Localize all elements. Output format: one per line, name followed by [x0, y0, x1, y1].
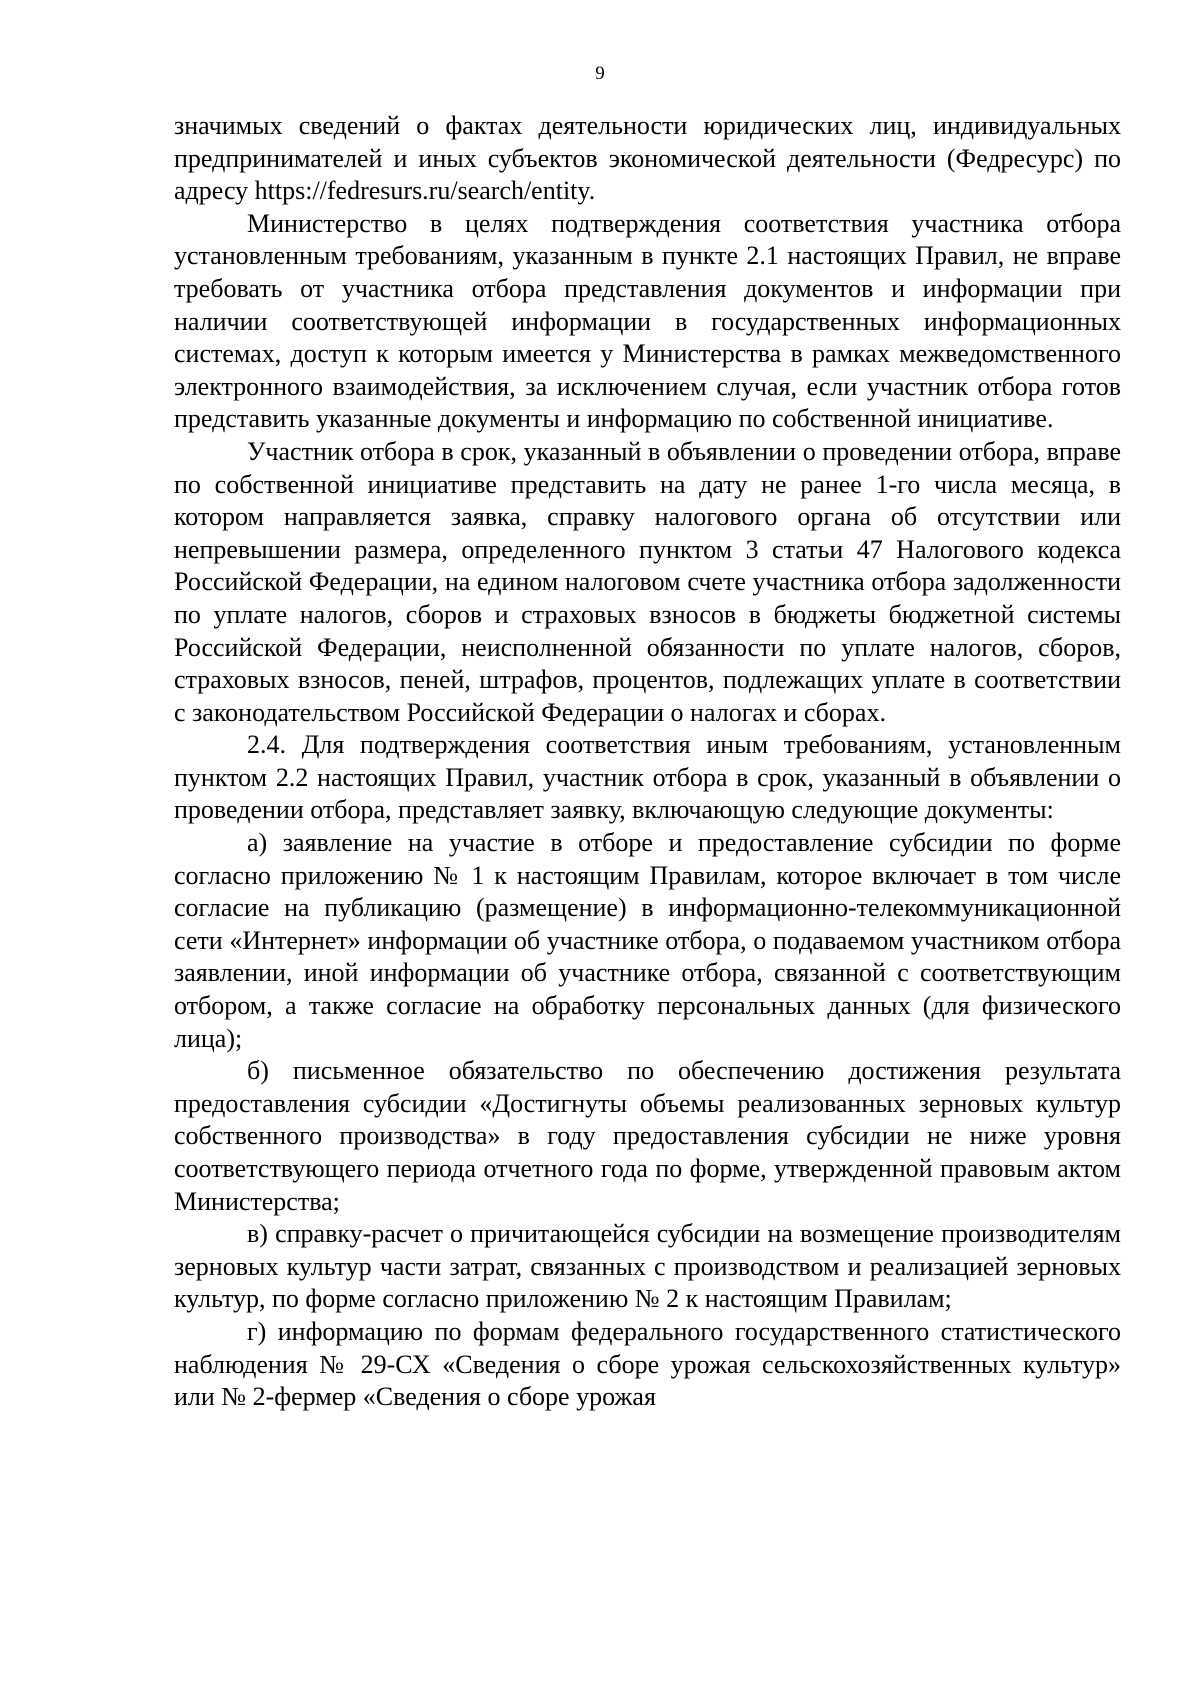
document-body	[174, 110, 1121, 1414]
list-item-a: а) заявление на участие в отборе и предоставление субсидии по форме согласно приложению № 1 к настоящим Правилам, которое включает в том числе согласие на публикацию (размещение) в информационно-телекоммуникационной сети «Интернет» информации об участнике отбора, о подаваемом участником отбора заявлении, иной информации об участнике отбора, связанной с соответствующим отбором, а также согласие на обработку персональных данных (для физического лица);	[174, 828, 1121, 1053]
paragraph-tax-certificate: Участник отбора в срок, указанный в объявлении о проведении отбора, вправе по собственной инициативе представить на дату не ранее 1-го числа месяца, в котором направляется заявка, справку налогового органа об отсутствии или непревышении размера, определенного пунктом 3 статьи 47 Налогового кодекса Российской Федерации, на едином налоговом счете участника отбора задолженности по уплате налогов, сборов и страховых взносов в бюджеты бюджетной системы Российской Федерации, неисполненной обязанности по уплате налогов, сборов, страховых взносов, пеней, штрафов, процентов, подлежащих уплате в соответствии с законодательством Российской Федерации о налогах и сборах.	[174, 436, 1121, 727]
page-number: 9	[595, 63, 605, 84]
paragraph-continuation: значимых сведений о фактах деятельности юридических лиц, индивидуальных предпринимателей и иных субъектов экономической деятельности (Федресурс) по адресу https://fedresurs.ru/search/entity.	[174, 111, 1121, 206]
list-item-g: г) информацию по формам федерального государственного статистического наблюдения № 29-СХ «Сведения о сборе урожая сельскохозяйственных культур» или № 2-фермер «Сведения о сборе урожая	[174, 1316, 1121, 1412]
list-item-v: в) справку-расчет о причитающейся субсидии на возмещение производителям зерновых культур части затрат, связанных с производством и реализацией зерновых культур, по форме согласно приложению № 2 к настоящим Правилам;	[174, 1219, 1121, 1314]
list-item-b: б) письменное обязательство по обеспечению достижения результата предоставления субсидии «Достигнуты объемы реализованных зерновых культур собственного производства» в году предоставления субсидии не ниже уровня соответствующего периода отчетного года по форме, утвержденной правовым актом Министерства;	[174, 1056, 1121, 1216]
paragraph-clause-2-4: 2.4. Для подтверждения соответствия иным требованиям, установленным пунктом 2.2 настоящих Правил, участник отбора в срок, указанный в объявлении о проведении отбора, представляет заявку, включающую следующие документы:	[174, 730, 1121, 825]
paragraph-ministry-requirements: Министерство в целях подтверждения соответствия участника отбора установленным требованиям, указанным в пункте 2.1 настоящих Правил, не вправе требовать от участника отбора представления документов и информации при наличии соответствующей информации в государственных информационных системах, доступ к которым имеется у Министерства в рамках межведомственного электронного взаимодействия, за исключением случая, если участник отбора готов представить указанные документы и информацию по собственной инициативе.	[174, 208, 1121, 434]
